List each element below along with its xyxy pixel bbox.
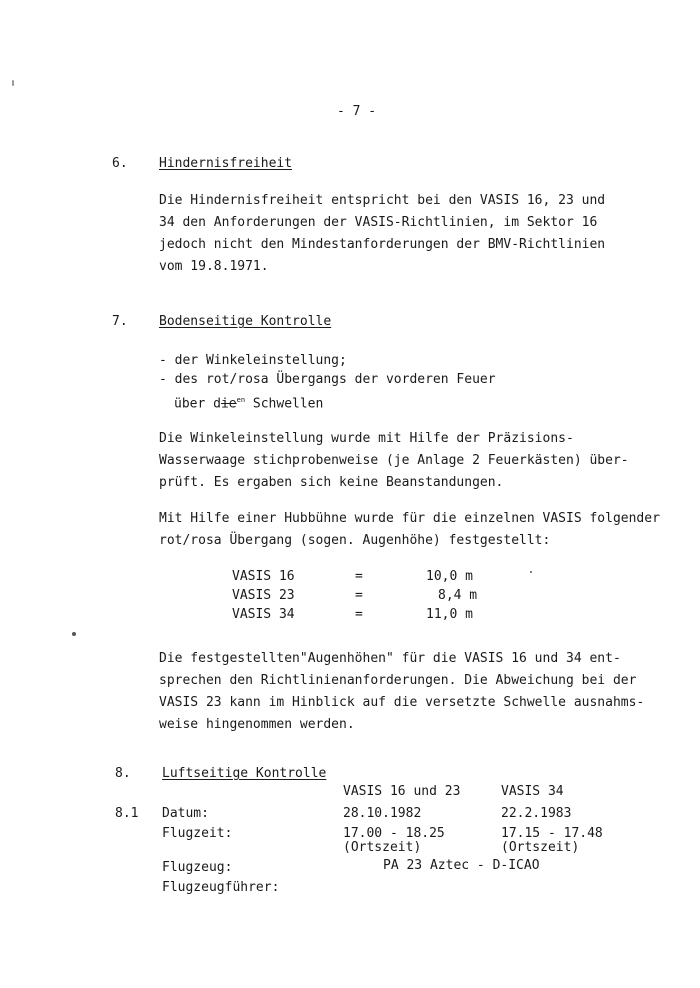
text-line: prüft. Es ergaben sich keine Beanstandungen. xyxy=(159,475,504,490)
page-number: - 7 - xyxy=(337,104,377,119)
text-line: sprechen den Richtlinienanforderungen. Die Abweichung bei der xyxy=(159,673,637,688)
section-7-paragraph-3 xyxy=(159,648,679,736)
text-line: vom 19.8.1971. xyxy=(159,259,269,274)
text-line: Die Hindernisfreiheit entspricht bei den VASIS 16, 23 und xyxy=(159,193,606,208)
section-7-number: 7. xyxy=(112,314,128,329)
row-label-flugzeugfuehrer: Flugzeugführer: xyxy=(162,880,280,895)
section-8-heading: Luftseitige Kontrolle xyxy=(162,766,327,781)
table-row-eq: = xyxy=(355,588,363,603)
bullet-item: - des rot/rosa Übergangs der vorderen Feuer xyxy=(159,372,496,387)
section-6-number: 6. xyxy=(112,156,128,171)
text-line: rot/rosa Übergang (sogen. Augenhöhe) festgestellt: xyxy=(159,533,551,548)
bullet-continuation xyxy=(174,392,323,412)
row-label-datum: Datum: xyxy=(162,806,209,821)
section-7-paragraph-2 xyxy=(159,508,679,552)
datum-vasis-34: 22.2.1983 xyxy=(501,806,572,821)
aircraft-value: PA 23 Aztec - D-ICAO xyxy=(383,858,540,873)
flugzeit-vasis-16-23: 17.00 - 18.25 xyxy=(343,826,445,841)
text-line: 34 den Anforderungen der VASIS-Richtlinien, im Sektor 16 xyxy=(159,215,598,230)
table-row-label: VASIS 23 xyxy=(232,588,295,603)
table-row-value: 8,4 m xyxy=(438,588,478,603)
section-6-heading: Hindernisfreiheit xyxy=(159,156,293,171)
text-line: Die Winkeleinstellung wurde mit Hilfe der Präzisions- xyxy=(159,431,574,446)
datum-vasis-16-23: 28.10.1982 xyxy=(343,806,422,821)
column-header-vasis-34: VASIS 34 xyxy=(501,784,564,799)
scan-speck xyxy=(12,80,14,86)
struck-text: ie xyxy=(220,396,237,412)
table-row-value: 11,0 m xyxy=(426,607,473,622)
scan-speck xyxy=(530,571,532,573)
text-line: jedoch nicht den Mindestanforderungen der BMV-Richtlinien xyxy=(159,237,606,252)
flugzeit-vasis-16-23-note: (Ortszeit) xyxy=(343,840,422,855)
subsection-number: 8.1 xyxy=(115,806,139,821)
bullet-item: - der Winkeleinstellung; xyxy=(159,353,347,368)
row-label-flugzeit: Flugzeit: xyxy=(162,826,233,841)
flugzeit-vasis-34: 17.15 - 17.48 xyxy=(501,826,603,841)
section-7-paragraph-1 xyxy=(159,428,679,494)
table-row-value: 10,0 m xyxy=(426,569,473,584)
handwritten-insert: en xyxy=(236,396,246,404)
table-row-eq: = xyxy=(355,607,363,622)
section-8-number: 8. xyxy=(115,766,131,781)
column-header-vasis-16-23: VASIS 16 und 23 xyxy=(343,784,461,799)
text-line: weise hingenommen werden. xyxy=(159,717,355,732)
flugzeit-vasis-34-note: (Ortszeit) xyxy=(501,840,580,855)
section-7-heading: Bodenseitige Kontrolle xyxy=(159,314,332,329)
text-line: VASIS 23 kann im Hinblick auf die versetzte Schwelle ausnahms- xyxy=(159,695,645,710)
text-line: Wasserwaage stichprobenweise (je Anlage 2 Feuerkästen) über- xyxy=(159,453,629,468)
section-6-paragraph xyxy=(159,190,679,278)
row-label-flugzeug: Flugzeug: xyxy=(162,860,233,875)
text-fragment: Schwellen xyxy=(245,396,324,412)
table-row-label: VASIS 16 xyxy=(232,569,295,584)
table-row-eq: = xyxy=(355,569,363,584)
table-row-label: VASIS 34 xyxy=(232,607,295,622)
scan-speck xyxy=(72,632,76,636)
text-line: Die festgestellten"Augenhöhen" für die VASIS 16 und 34 ent- xyxy=(159,651,621,666)
text-line: Mit Hilfe einer Hubbühne wurde für die einzelnen VASIS folgender xyxy=(159,511,660,526)
text-fragment: über d xyxy=(174,396,221,412)
